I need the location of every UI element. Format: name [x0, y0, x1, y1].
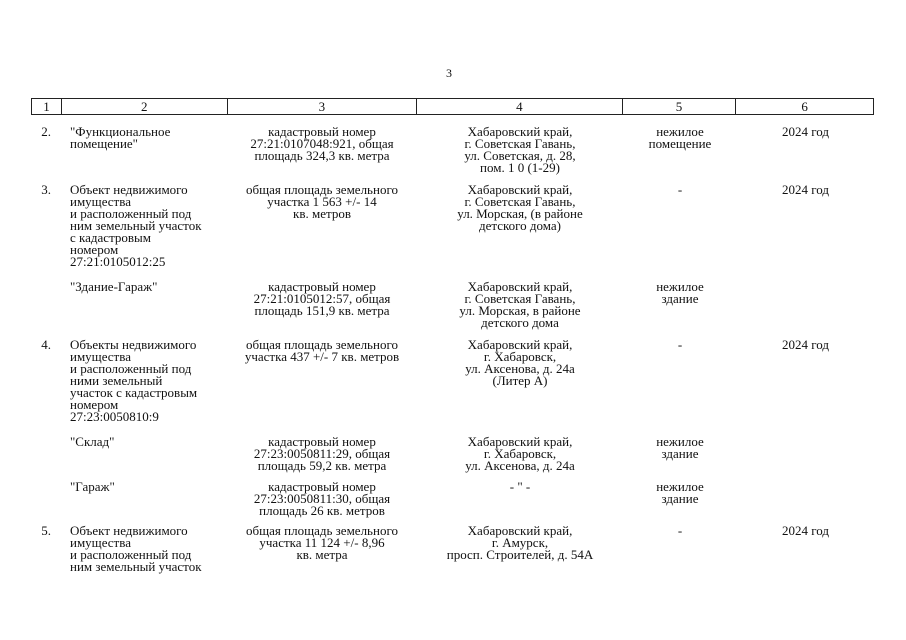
text-line: - — [677, 523, 683, 538]
text-line: 27:21:0105012:25 — [70, 254, 166, 269]
object-year: 2024 год — [782, 182, 829, 197]
object-year: 2024 год — [782, 124, 829, 139]
text-line: кадастровый номер — [268, 479, 376, 494]
object-name — [61, 525, 227, 573]
object-name — [61, 126, 227, 174]
table-row — [31, 184, 874, 268]
text-line: площадь 59,2 кв. метра — [257, 458, 387, 473]
text-line: участка 11 124 +/- 8,96 — [259, 535, 385, 550]
text-line: помещение — [648, 136, 712, 151]
header-cell: 2 — [62, 99, 228, 114]
table-row — [31, 525, 874, 573]
object-purpose — [623, 281, 737, 329]
text-line: Хабаровский край, — [467, 182, 573, 197]
text-line: Объект недвижимого — [70, 182, 188, 197]
object-name — [61, 281, 227, 329]
row-number: 4. — [41, 337, 51, 352]
text-line: 27:21:0105012:57, общая — [253, 291, 391, 306]
text-line: и расположенный под — [70, 206, 192, 221]
text-line: общая площадь земельного — [246, 182, 398, 197]
text-line: и расположенный под — [70, 547, 192, 562]
text-line: "Функциональное — [70, 124, 171, 139]
table-row — [31, 481, 874, 517]
text-line: общая площадь земельного — [246, 337, 398, 352]
object-description — [227, 481, 417, 517]
text-line: и расположенный под — [70, 361, 192, 376]
text-line: номером — [70, 242, 119, 257]
text-line: - — [677, 337, 683, 352]
object-description — [227, 339, 417, 423]
row-number — [31, 281, 61, 329]
text-line: участок с кадастровым — [70, 385, 198, 400]
text-line: Объекты недвижимого — [70, 337, 197, 352]
text-line: кадастровый номер — [268, 434, 376, 449]
text-line: нежилое — [656, 479, 704, 494]
text-line: г. Советская Гавань, — [464, 136, 576, 151]
text-line: просп. Строителей, д. 54А — [446, 547, 594, 562]
text-line: - — [677, 182, 683, 197]
text-line: Хабаровский край, — [467, 124, 573, 139]
text-line: ул. Аксенова, д. 24а — [465, 458, 575, 473]
text-line: 27:23:0050810:9 — [70, 409, 159, 424]
object-address — [417, 525, 623, 573]
text-line: "Склад" — [70, 434, 115, 449]
text-line: имущества — [70, 194, 131, 209]
object-description — [227, 436, 417, 472]
table-row — [31, 339, 874, 423]
object-address — [417, 481, 623, 517]
object-address — [417, 436, 623, 472]
text-line: 27:23:0050811:29, общая — [253, 446, 391, 461]
row-number: 2. — [41, 124, 51, 139]
object-purpose — [623, 481, 737, 517]
text-line: детского дома — [481, 315, 559, 330]
text-line: г. Советская Гавань, — [464, 291, 576, 306]
object-address — [417, 126, 623, 174]
text-line: кв. метра — [296, 547, 348, 562]
object-year — [737, 436, 874, 472]
text-line: детского дома) — [478, 218, 561, 233]
header-cell: 3 — [228, 99, 418, 114]
object-purpose — [623, 339, 737, 423]
table-row — [31, 126, 874, 174]
object-description — [227, 126, 417, 174]
table-header — [31, 98, 874, 115]
text-line: - " - — [509, 479, 531, 494]
text-line: ул. Советская, д. 28, — [464, 148, 576, 163]
text-line: здание — [661, 291, 699, 306]
object-year: 2024 год — [782, 523, 829, 538]
text-line: общая площадь земельного — [246, 523, 398, 538]
text-line: г. Амурск, — [491, 535, 549, 550]
text-line: здание — [661, 446, 699, 461]
text-line: 27:21:0107048:921, общая — [250, 136, 394, 151]
row-number — [31, 436, 61, 472]
text-line: пом. 1 0 (1-29) — [480, 160, 560, 175]
object-address — [417, 281, 623, 329]
text-line: площадь 151,9 кв. метра — [254, 303, 390, 318]
header-cell: 6 — [801, 99, 808, 114]
text-line: площадь 26 кв. метров — [259, 503, 385, 518]
object-name — [61, 184, 227, 268]
text-line: Хабаровский край, — [467, 337, 573, 352]
text-line: номером — [70, 397, 119, 412]
header-cell: 4 — [417, 99, 623, 114]
text-line: Хабаровский край, — [467, 523, 573, 538]
object-name — [61, 481, 227, 517]
text-line: г. Хабаровск, — [483, 349, 557, 364]
text-line: площадь 324,3 кв. метра — [254, 148, 390, 163]
table-row — [31, 436, 874, 472]
text-line: ним земельный участок — [70, 559, 202, 574]
object-address — [417, 339, 623, 423]
object-year — [737, 481, 874, 517]
text-line: ним земельный участок — [70, 218, 202, 233]
text-line: участка 1 563 +/- 14 — [267, 194, 377, 209]
row-number: 5. — [41, 523, 51, 538]
text-line: Объект недвижимого — [70, 523, 188, 538]
text-line: помещение" — [70, 136, 138, 151]
text-line: участка 437 +/- 7 кв. метров — [244, 349, 400, 364]
text-line: ул. Морская, (в районе — [457, 206, 583, 221]
object-description — [227, 281, 417, 329]
text-line: ними земельный — [70, 373, 163, 388]
object-purpose — [623, 184, 737, 268]
text-line: Хабаровский край, — [467, 279, 573, 294]
text-line: "Гараж" — [70, 479, 115, 494]
text-line: кадастровый номер — [268, 279, 376, 294]
text-line: кв. метров — [293, 206, 351, 221]
object-address — [417, 184, 623, 268]
object-year — [737, 281, 874, 329]
text-line: имущества — [70, 349, 131, 364]
text-line: г. Советская Гавань, — [464, 194, 576, 209]
row-number — [31, 481, 61, 517]
header-cell: 1 — [32, 99, 62, 114]
text-line: нежилое — [656, 434, 704, 449]
object-description — [227, 184, 417, 268]
text-line: ул. Морская, в районе — [459, 303, 581, 318]
object-purpose — [623, 525, 737, 573]
header-cell: 5 — [623, 99, 737, 114]
text-line: "Здание-Гараж" — [70, 279, 158, 294]
text-line: кадастровый номер — [268, 124, 376, 139]
text-line: нежилое — [656, 279, 704, 294]
text-line: здание — [661, 491, 699, 506]
table-row — [31, 281, 874, 329]
object-purpose — [623, 436, 737, 472]
page-number: 3 — [446, 66, 452, 80]
text-line: Хабаровский край, — [467, 434, 573, 449]
row-number: 3. — [41, 182, 51, 197]
text-line: (Литер А) — [492, 373, 548, 388]
text-line: ул. Аксенова, д. 24а — [465, 361, 575, 376]
text-line: с кадастровым — [70, 230, 152, 245]
object-description — [227, 525, 417, 573]
object-purpose — [623, 126, 737, 174]
text-line: 27:23:0050811:30, общая — [253, 491, 391, 506]
object-year: 2024 год — [782, 337, 829, 352]
text-line: г. Хабаровск, — [483, 446, 557, 461]
text-line: нежилое — [656, 124, 704, 139]
text-line: имущества — [70, 535, 131, 550]
object-name — [61, 436, 227, 472]
object-name — [61, 339, 227, 423]
